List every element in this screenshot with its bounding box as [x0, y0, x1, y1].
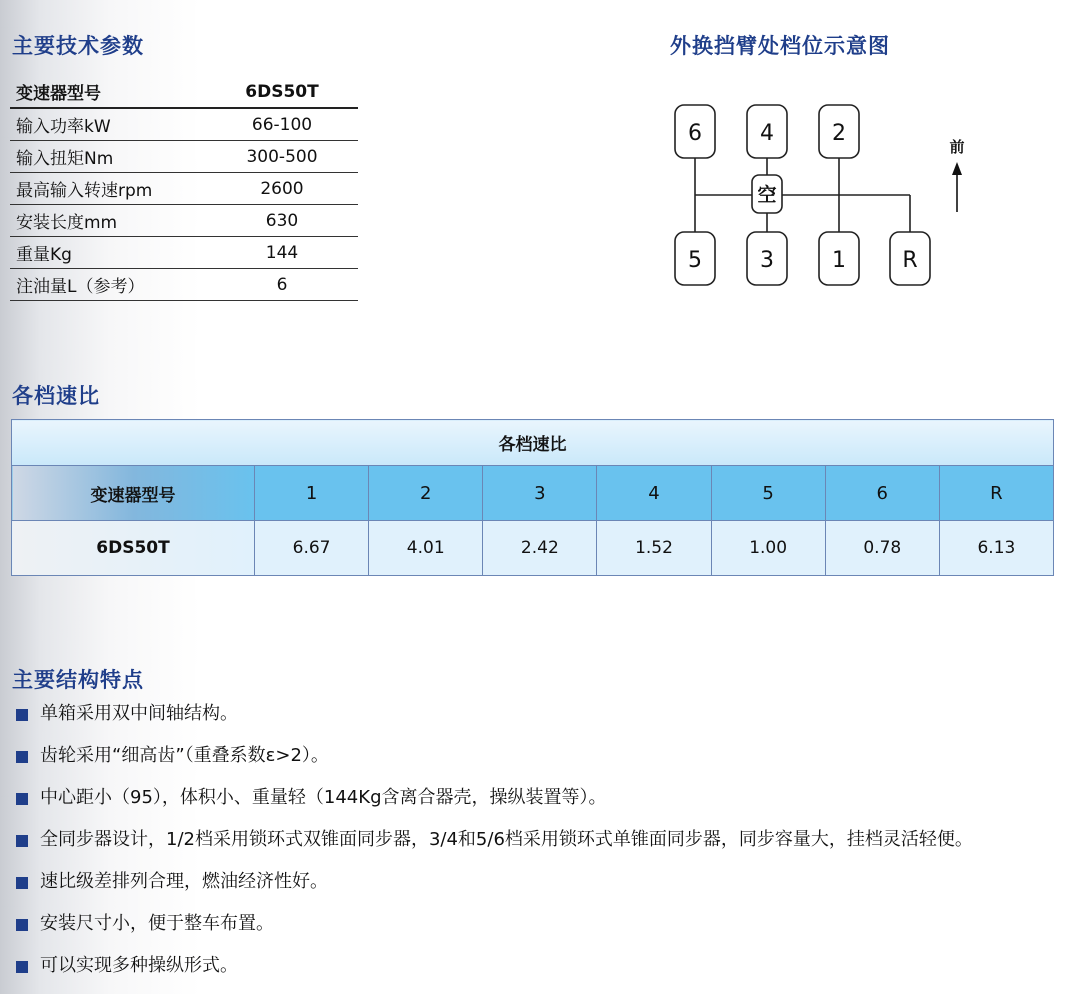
square-bullet-icon: [16, 919, 28, 931]
spec-label: 最高输入转速rpm: [10, 173, 206, 205]
forward-label: 前: [949, 138, 965, 156]
spec-row: [10, 141, 358, 173]
ratio-cell: 1.52: [597, 521, 711, 576]
feature-text: 速比级差排列合理，燃油经济性好。: [40, 871, 328, 892]
gear-r: [890, 232, 930, 285]
svg-text:6: 6: [688, 121, 702, 146]
spec-value: 300-500: [206, 141, 358, 173]
feature-text: 中心距小（95），体积小、重量轻（144Kg含离合器壳，操纵装置等）。: [40, 787, 607, 808]
square-bullet-icon: [16, 793, 28, 805]
ratio-cell: 4.01: [369, 521, 483, 576]
spec-row: [10, 205, 358, 237]
ratio-table-title-row: [12, 420, 1054, 466]
svg-text:2: 2: [832, 121, 846, 146]
gear-5: [675, 232, 715, 285]
gear-column-header: 4: [597, 466, 711, 521]
shift-gate-lines: [695, 158, 910, 232]
feature-text: 可以实现多种操纵形式。: [40, 955, 238, 976]
spec-row: [10, 108, 358, 141]
square-bullet-icon: [16, 877, 28, 889]
svg-text:R: R: [902, 248, 918, 273]
feature-list: [14, 700, 1074, 994]
feature-text: 安装尺寸小，便于整车布置。: [40, 913, 274, 934]
spec-header-label: 变速器型号: [10, 76, 206, 108]
gear-neutral: [752, 175, 782, 213]
svg-text:1: 1: [832, 248, 846, 273]
gear-column-header: 5: [711, 466, 825, 521]
gear-1: [819, 232, 859, 285]
gear-column-header: 6: [825, 466, 939, 521]
spec-section-title: 主要技术参数: [12, 34, 144, 58]
spec-row: [10, 237, 358, 269]
feature-item: [14, 784, 1074, 812]
spec-value: 630: [206, 205, 358, 237]
feature-text: 齿轮采用“细高齿”（重叠系数ε>2）。: [40, 745, 329, 766]
gear-column-header: 3: [483, 466, 597, 521]
spec-value: 144: [206, 237, 358, 269]
gear-column-header: R: [939, 466, 1053, 521]
model-column-header: 变速器型号: [12, 466, 255, 521]
spec-label: 注油量L（参考）: [10, 269, 206, 301]
shift-pattern-diagram: [660, 90, 990, 305]
feature-item: [14, 826, 1074, 854]
ratio-value-row: [12, 521, 1054, 576]
gear-4: [747, 105, 787, 158]
spec-label: 输入功率kW: [10, 108, 206, 141]
square-bullet-icon: [16, 835, 28, 847]
ratio-cell: 6.13: [939, 521, 1053, 576]
ratio-table: [11, 419, 1054, 576]
ratio-cell: 6.67: [255, 521, 369, 576]
ratio-section-title: 各档速比: [12, 384, 100, 408]
ratio-header-row: [12, 466, 1054, 521]
svg-text:3: 3: [760, 248, 774, 273]
spec-row: [10, 173, 358, 205]
spec-header-row: [10, 76, 358, 108]
spec-value: 6: [206, 269, 358, 301]
svg-text:4: 4: [760, 121, 774, 146]
forward-arrow-icon: [952, 162, 962, 212]
ratio-cell: 2.42: [483, 521, 597, 576]
spec-value: 2600: [206, 173, 358, 205]
gear-column-header: 2: [369, 466, 483, 521]
ratio-cell: 0.78: [825, 521, 939, 576]
feature-text: 全同步器设计，1/2档采用锁环式双锥面同步器，3/4和5/6档采用锁环式单锥面同步器，同步容量大，挂档灵活轻便。: [40, 829, 973, 850]
spec-table: [10, 76, 358, 301]
spec-value: 66-100: [206, 108, 358, 141]
gear-6: [675, 105, 715, 158]
spec-label: 重量Kg: [10, 237, 206, 269]
spec-header-value: 6DS50T: [206, 76, 358, 108]
gear-3: [747, 232, 787, 285]
spec-row: [10, 269, 358, 301]
gear-column-header: 1: [255, 466, 369, 521]
feature-item: [14, 700, 1074, 728]
square-bullet-icon: [16, 961, 28, 973]
feature-text: 单箱采用双中间轴结构。: [40, 703, 238, 724]
ratio-cell: 1.00: [711, 521, 825, 576]
svg-text:空: 空: [757, 184, 777, 206]
feature-item: [14, 742, 1074, 770]
spec-label: 输入扭矩Nm: [10, 141, 206, 173]
shift-diagram-title: 外换挡臂处档位示意图: [670, 34, 890, 58]
spec-label: 安装长度mm: [10, 205, 206, 237]
gear-2: [819, 105, 859, 158]
square-bullet-icon: [16, 709, 28, 721]
feature-item: [14, 910, 1074, 938]
feature-item: [14, 952, 1074, 980]
features-section-title: 主要结构特点: [12, 668, 144, 692]
ratio-table-title: 各档速比: [12, 420, 1054, 466]
model-cell: 6DS50T: [12, 521, 255, 576]
svg-text:5: 5: [688, 248, 702, 273]
square-bullet-icon: [16, 751, 28, 763]
feature-item: [14, 868, 1074, 896]
